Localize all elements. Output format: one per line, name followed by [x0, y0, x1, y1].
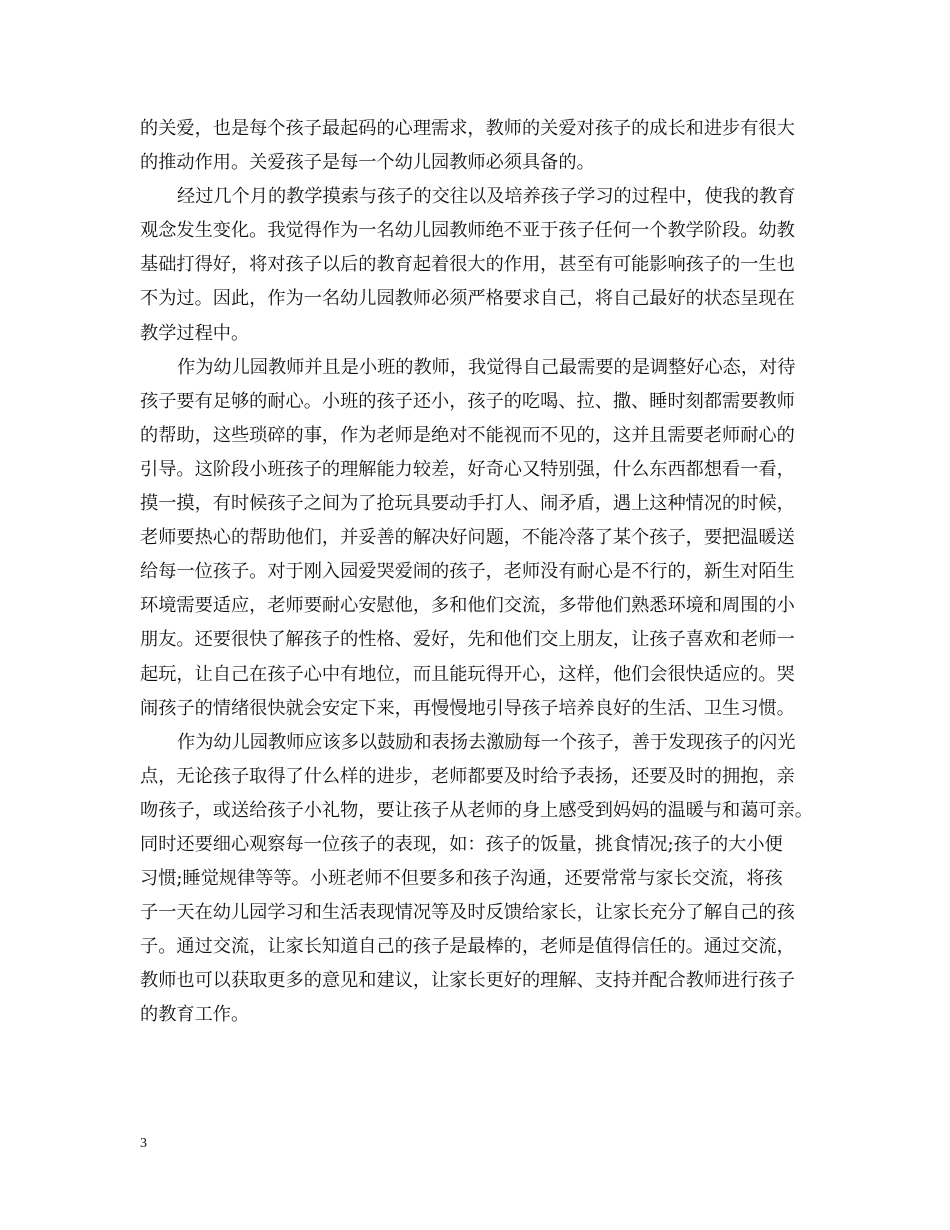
page-number: 3: [140, 1136, 147, 1151]
text-line: 基础打得好，将对孩子以后的教育起着很大的作用，甚至有可能影响孩子的一生也: [140, 254, 795, 276]
text-line: 环境需要适应，老师要耐心安慰他，多和他们交流，多带他们熟悉环境和周围的小: [140, 595, 795, 617]
text-line: 作为幼儿园教师应该多以鼓励和表扬去激励每一个孩子，善于发现孩子的闪光: [177, 731, 796, 753]
text-line: 同时还要细心观察每一位孩子的表现，如：孩子的饭量，挑食情况;孩子的大小便: [140, 833, 783, 855]
text-line: 老师要热心的帮助他们，并妥善的解决好问题，不能冷落了某个孩子，要把温暖送: [140, 527, 795, 549]
text-line: 摸一摸，有时候孩子之间为了抢玩具要动手打人、闹矛盾，遇上这种情况的时候，: [140, 493, 795, 515]
paragraph: [140, 180, 820, 350]
paragraph: [140, 726, 820, 1033]
text-line: 作为幼儿园教师并且是小班的教师，我觉得自己最需要的是调整好心态，对待: [177, 356, 796, 378]
text-line: 教师也可以获取更多的意见和建议，让家长更好的理解、支持并配合教师进行孩子: [140, 970, 795, 992]
text-line: 观念发生变化。我觉得作为一名幼儿园教师绝不亚于孩子任何一个教学阶段。幼教: [140, 220, 795, 242]
paragraph: [140, 112, 820, 180]
text-line: 教学过程中。: [140, 322, 250, 344]
text-line: 的教育工作。: [140, 1004, 250, 1026]
text-line: 起玩，让自己在孩子心中有地位，而且能玩得开心，这样，他们会很快适应的。哭: [140, 663, 795, 685]
text-line: 的关爱，也是每个孩子最起码的心理需求，教师的关爱对孩子的成长和进步有很大: [140, 118, 795, 139]
text-line: 孩子要有足够的耐心。小班的孩子还小，孩子的吃喝、拉、撒、睡时刻都需要教师: [140, 390, 795, 412]
text-line: 点，无论孩子取得了什么样的进步，老师都要及时给予表扬，还要及时的拥抱，亲: [140, 765, 795, 787]
text-line: 朋友。还要很快了解孩子的性格、爱好，先和他们交上朋友，让孩子喜欢和老师一: [140, 629, 795, 651]
text-line: 引导。这阶段小班孩子的理解能力较差，好奇心又特别强，什么东西都想看一看，: [140, 458, 795, 480]
text-line: 经过几个月的教学摸索与孩子的交往以及培养孩子学习的过程中，使我的教育: [177, 186, 796, 208]
body-text: [140, 112, 820, 1033]
text-line: 的推动作用。关爱孩子是每一个幼儿园教师必须具备的。: [140, 152, 595, 174]
text-line: 的帮助，这些琐碎的事，作为老师是绝对不能视而不见的，这并且需要老师耐心的: [140, 424, 795, 446]
text-line: 吻孩子，或送给孩子小礼物，要让孩子从老师的身上感受到妈妈的温暖与和蔼可亲。: [140, 799, 813, 821]
text-line: 闹孩子的情绪很快就会安定下来，再慢慢地引导孩子培养良好的生活、卫生习惯。: [140, 697, 795, 719]
paragraph: [140, 351, 820, 726]
text-line: 子。通过交流，让家长知道自己的孩子是最棒的，老师是值得信任的。通过交流，: [140, 936, 795, 958]
text-line: 给每一位孩子。对于刚入园爱哭爱闹的孩子，老师没有耐心是不行的，新生对陌生: [140, 561, 795, 583]
text-line: 习惯;睡觉规律等等。小班老师不但要多和孩子沟通，还要常常与家长交流，将孩: [140, 868, 783, 890]
text-line: 不为过。因此，作为一名幼儿园教师必须严格要求自己，将自己最好的状态呈现在: [140, 288, 795, 310]
text-line: 子一天在幼儿园学习和生活表现情况等及时反馈给家长，让家长充分了解自己的孩: [140, 902, 795, 924]
